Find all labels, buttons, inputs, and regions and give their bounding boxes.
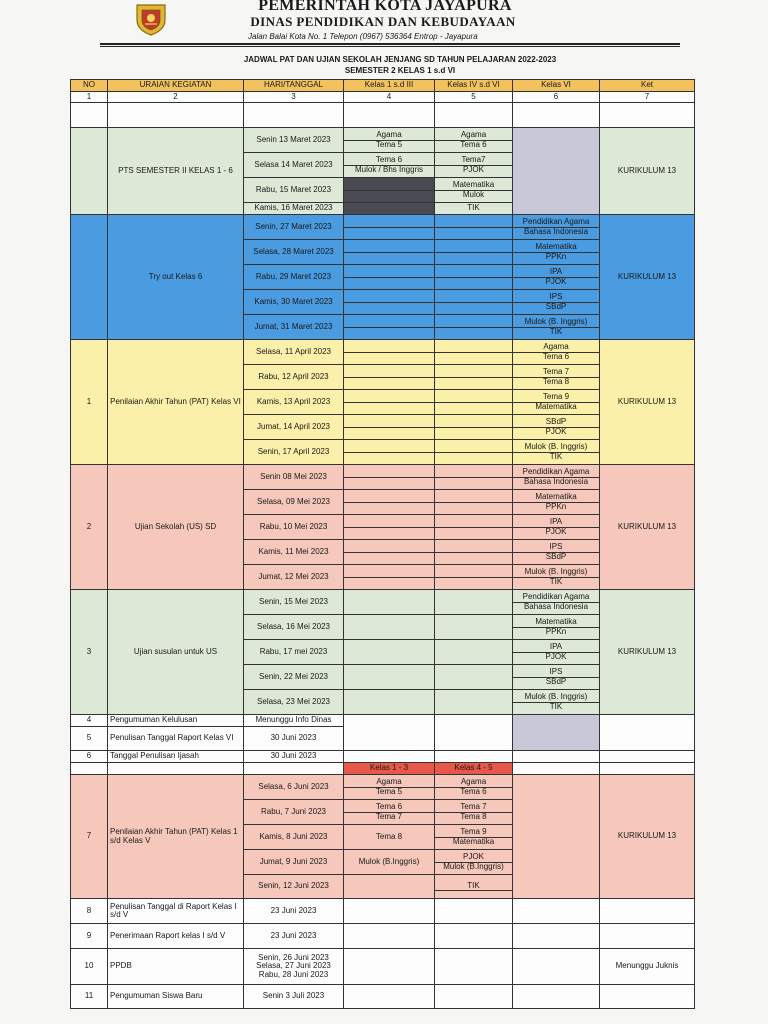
col-header-ket: Ket bbox=[600, 80, 695, 92]
kelas-6-cell bbox=[513, 240, 600, 265]
kelas-6-cell bbox=[513, 590, 600, 615]
date-cell: Kamis, 16 Maret 2023 bbox=[244, 203, 344, 215]
date-cell: Senin, 15 Mei 2023 bbox=[244, 590, 344, 615]
ket-cell: KURIKULUM 13 bbox=[600, 465, 695, 590]
subject: Mulok (B. Inggris) bbox=[513, 318, 599, 327]
subheader-kelas-1-3: Kelas 1 - 3 bbox=[344, 763, 435, 775]
table-row bbox=[71, 465, 695, 490]
subject: TIK bbox=[549, 701, 563, 711]
ket-cell: KURIKULUM 13 bbox=[600, 590, 695, 715]
kelas-1-3-cell bbox=[344, 800, 435, 825]
subject: PJOK bbox=[545, 526, 567, 536]
subject: Tema 9 bbox=[513, 393, 599, 402]
department-address: Jalan Balai Kota No. 1 Telepon (0967) 536364 Entrop - Jayapura bbox=[248, 32, 478, 41]
kelas-6-cell bbox=[513, 490, 600, 515]
kelas-1-3-cell bbox=[344, 775, 435, 800]
activity-label: Try out Kelas 6 bbox=[108, 215, 244, 340]
date-cell bbox=[244, 949, 344, 985]
subject: Mulok bbox=[462, 189, 485, 199]
row-number: 1 bbox=[71, 340, 108, 465]
kelas-6-cell bbox=[513, 390, 600, 415]
date-line: Senin, 26 Juni 2023 bbox=[258, 952, 329, 962]
table-header-row bbox=[71, 80, 695, 92]
kelas-6-cell bbox=[513, 265, 600, 290]
kelas-4-5-cell bbox=[435, 775, 513, 800]
date-cell: Kamis, 8 Juni 2023 bbox=[244, 825, 344, 850]
subject: PPKn bbox=[545, 501, 567, 511]
subject: Agama bbox=[435, 778, 512, 787]
table-row bbox=[71, 775, 695, 800]
subject: Tema 6 bbox=[344, 803, 434, 812]
subject: Agama bbox=[344, 778, 434, 787]
kelas-4-6-cell bbox=[435, 153, 513, 178]
activity-label: Penilaian Akhir Tahun (PAT) Kelas 1 s/d Kelas V bbox=[108, 775, 244, 899]
subject: Bahasa Indonesia bbox=[523, 226, 589, 236]
kelas-1-3-cell: Tema 8 bbox=[344, 825, 435, 850]
date-line: Rabu, 28 Juni 2023 bbox=[258, 969, 329, 979]
subject: Matematika bbox=[513, 618, 599, 627]
subject: Matematika bbox=[452, 836, 495, 846]
activity-label: PPDB bbox=[108, 949, 244, 985]
date-cell: Rabu, 10 Mei 2023 bbox=[244, 515, 344, 540]
col-number: 5 bbox=[435, 92, 513, 103]
date-cell: 23 Juni 2023 bbox=[244, 899, 344, 924]
kelas-6-cell bbox=[513, 440, 600, 465]
activity-label: Ujian susulan untuk US bbox=[108, 590, 244, 715]
row-number: 10 bbox=[71, 949, 108, 985]
row-number: 4 bbox=[71, 715, 108, 727]
subject: Tema 5 bbox=[375, 786, 403, 796]
activity-label: Pengumuman Siswa Baru bbox=[108, 985, 244, 1009]
row-number bbox=[71, 215, 108, 340]
table-row bbox=[71, 590, 695, 615]
kelas-6-cell bbox=[513, 540, 600, 565]
table-row bbox=[71, 949, 695, 985]
kelas-6-cell bbox=[513, 315, 600, 340]
kelas-6-cell bbox=[513, 565, 600, 590]
date-cell: Kamis, 30 Maret 2023 bbox=[244, 290, 344, 315]
col-header-kelas-1-3: Kelas 1 s.d III bbox=[344, 80, 435, 92]
government-name: PEMERINTAH KOTA JAYAPURA bbox=[258, 0, 512, 14]
subject: SBdP bbox=[545, 676, 567, 686]
date-cell: Jumat, 9 Juni 2023 bbox=[244, 850, 344, 875]
table-row bbox=[71, 128, 695, 153]
kelas-1-3-cell bbox=[344, 875, 435, 899]
date-cell: Selasa, 23 Mei 2023 bbox=[244, 690, 344, 715]
row-number: 11 bbox=[71, 985, 108, 1009]
col-header-kelas-6: Kelas VI bbox=[513, 80, 600, 92]
subject: Mulok (B. Inggris) bbox=[513, 568, 599, 577]
row-number: 3 bbox=[71, 590, 108, 715]
subject: IPS bbox=[513, 543, 599, 552]
kelas-6-cell bbox=[513, 290, 600, 315]
kelas-6-cell bbox=[513, 515, 600, 540]
date-cell: Selasa, 11 April 2023 bbox=[244, 340, 344, 365]
subject: Agama bbox=[344, 131, 434, 140]
col-number: 1 bbox=[71, 92, 108, 103]
subject: Pendidikan Agama bbox=[513, 468, 599, 477]
subject: Pendidikan Agama bbox=[513, 218, 599, 227]
subject: Tema 6 bbox=[460, 139, 487, 149]
activity-label: Tanggal Penulisan Ijasah bbox=[108, 751, 244, 763]
subject: IPS bbox=[513, 668, 599, 677]
subject: PJOK bbox=[463, 164, 484, 174]
row-number bbox=[71, 128, 108, 215]
col-header-date: HARI/TANGGAL bbox=[244, 80, 344, 92]
letterhead-rule bbox=[100, 43, 680, 45]
date-cell: 30 Juni 2023 bbox=[244, 727, 344, 751]
subject: SBdP bbox=[545, 301, 567, 311]
subject: PPKn bbox=[545, 251, 567, 261]
date-cell: Selasa, 28 Maret 2023 bbox=[244, 240, 344, 265]
kelas-1-3-cell bbox=[344, 153, 435, 178]
kelas-1-3-cell bbox=[344, 203, 435, 215]
kelas-6-cell bbox=[513, 215, 600, 240]
kelas-4-6-cell bbox=[435, 128, 513, 153]
subject: Tema 6 bbox=[542, 351, 570, 361]
date-cell: Senin 3 Juli 2023 bbox=[244, 985, 344, 1009]
subject: PJOK bbox=[435, 853, 512, 862]
date-cell: Kamis, 13 April 2023 bbox=[244, 390, 344, 415]
date-cell: Senin, 17 April 2023 bbox=[244, 440, 344, 465]
subject: TIK bbox=[435, 882, 512, 891]
subject: TIK bbox=[549, 326, 563, 336]
kelas-4-6-cell bbox=[435, 178, 513, 203]
kelas-1-3-cell bbox=[344, 178, 435, 203]
subheader-row bbox=[71, 763, 695, 775]
kelas-4-6-cell: TIK bbox=[435, 203, 513, 215]
row-number: 7 bbox=[71, 775, 108, 899]
activity-label: Ujian Sekolah (US) SD bbox=[108, 465, 244, 590]
date-cell: Rabu, 12 April 2023 bbox=[244, 365, 344, 390]
subject: Matematika bbox=[535, 401, 577, 411]
date-cell: Senin 13 Maret 2023 bbox=[244, 128, 344, 153]
date-cell: 23 Juni 2023 bbox=[244, 924, 344, 949]
table-row bbox=[71, 340, 695, 365]
activity-label: Penerimaan Raport kelas I s/d V bbox=[108, 924, 244, 949]
table-row bbox=[71, 899, 695, 924]
document-subtitle: SEMESTER 2 KELAS 1 s.d VI bbox=[344, 66, 456, 75]
subject: TIK bbox=[549, 576, 563, 586]
kelas-6-cell bbox=[513, 465, 600, 490]
subject: IPA bbox=[513, 518, 599, 527]
kelas-4-5-cell bbox=[435, 825, 513, 850]
subject: Tema 7 bbox=[375, 811, 403, 821]
subject: Matematika bbox=[435, 181, 512, 190]
table-row bbox=[71, 985, 695, 1009]
table-row bbox=[71, 751, 695, 763]
subject: Agama bbox=[513, 343, 599, 352]
subject: Matematika bbox=[513, 493, 599, 502]
jayapura-crest-icon bbox=[132, 2, 170, 36]
subject: Tema7 bbox=[435, 156, 512, 165]
subject: Bahasa Indonesia bbox=[523, 601, 589, 611]
col-number: 3 bbox=[244, 92, 344, 103]
kelas-6-cell bbox=[513, 690, 600, 715]
date-cell: Jumat, 14 April 2023 bbox=[244, 415, 344, 440]
subject: SBdP bbox=[545, 551, 567, 561]
subject: Mulok (B. Inggris) bbox=[513, 693, 599, 702]
kelas-4-5-cell bbox=[435, 800, 513, 825]
col-number: 4 bbox=[344, 92, 435, 103]
subject: Bahasa Indonesia bbox=[523, 476, 589, 486]
kelas-4-5-cell bbox=[435, 875, 513, 899]
kelas-6-cell bbox=[513, 415, 600, 440]
subject: PPKn bbox=[545, 626, 567, 636]
kelas-6-cell bbox=[513, 365, 600, 390]
subject: Matematika bbox=[513, 243, 599, 252]
letterhead-rule-thin bbox=[100, 46, 680, 47]
table-row bbox=[71, 715, 695, 727]
ket-cell: KURIKULUM 13 bbox=[600, 215, 695, 340]
date-cell: Senin, 12 Juni 2023 bbox=[244, 875, 344, 899]
department-name: DINAS PENDIDIKAN DAN KEBUDAYAAN bbox=[250, 14, 516, 29]
subject: Tema 8 bbox=[460, 811, 487, 821]
col-number: 7 bbox=[600, 92, 695, 103]
date-cell: Selasa, 16 Mei 2023 bbox=[244, 615, 344, 640]
col-header-kelas-4-6: Kelas IV s.d VI bbox=[435, 80, 513, 92]
subject: Tema 9 bbox=[435, 828, 512, 837]
kelas-1-3-cell: Mulok (B.Inggris) bbox=[344, 850, 435, 875]
date-line: Selasa, 27 Juni 2023 bbox=[256, 961, 331, 971]
subject: PJOK bbox=[545, 426, 567, 436]
subject: IPS bbox=[513, 293, 599, 302]
kelas-1-3-cell bbox=[344, 128, 435, 153]
date-cell: Menunggu Info Dinas bbox=[244, 715, 344, 727]
table-row bbox=[71, 924, 695, 949]
kelas-6-cell bbox=[513, 640, 600, 665]
activity-label: Penilaian Akhir Tahun (PAT) Kelas VI bbox=[108, 340, 244, 465]
subject: Pendidikan Agama bbox=[513, 593, 599, 602]
date-cell: Rabu, 17 mei 2023 bbox=[244, 640, 344, 665]
subject: TIK bbox=[549, 451, 563, 461]
col-number: 6 bbox=[513, 92, 600, 103]
table-row bbox=[71, 215, 695, 240]
kelas-6-cell bbox=[513, 128, 600, 215]
column-number-row bbox=[71, 92, 695, 103]
schedule-table bbox=[70, 79, 695, 1009]
col-header-no: NO bbox=[71, 80, 108, 92]
date-cell: Jumat, 12 Mei 2023 bbox=[244, 565, 344, 590]
document-title: JADWAL PAT DAN UJIAN SEKOLAH JENJANG SD TAHUN PELAJARAN 2022-2023 bbox=[243, 55, 557, 64]
date-cell: Selasa 14 Maret 2023 bbox=[244, 153, 344, 178]
activity-label: Penulisan Tanggal Raport Kelas VI bbox=[108, 727, 244, 751]
subject: Tema 5 bbox=[375, 139, 403, 149]
ket-cell: KURIKULUM 13 bbox=[600, 340, 695, 465]
date-cell: Rabu, 29 Maret 2023 bbox=[244, 265, 344, 290]
subject: Tema 6 bbox=[344, 156, 434, 165]
ket-cell: KURIKULUM 13 bbox=[600, 128, 695, 215]
date-cell: Jumat, 31 Maret 2023 bbox=[244, 315, 344, 340]
activity-label: PTS SEMESTER II KELAS 1 - 6 bbox=[108, 128, 244, 215]
subject: Tema 6 bbox=[460, 786, 487, 796]
date-cell: Kamis, 11 Mei 2023 bbox=[244, 540, 344, 565]
subject: SBdP bbox=[513, 418, 599, 427]
subject: IPA bbox=[513, 643, 599, 652]
ket-cell: KURIKULUM 13 bbox=[600, 775, 695, 899]
date-cell: Selasa, 6 Juni 2023 bbox=[244, 775, 344, 800]
subject: Agama bbox=[435, 131, 512, 140]
row-number: 8 bbox=[71, 899, 108, 924]
subheader-kelas-4-5: Kelas 4 - 5 bbox=[435, 763, 513, 775]
kelas-4-5-cell bbox=[435, 850, 513, 875]
date-cell: Senin, 22 Mei 2023 bbox=[244, 665, 344, 690]
date-cell: 30 Juni 2023 bbox=[244, 751, 344, 763]
ket-cell: Menunggu Juknis bbox=[600, 949, 695, 985]
kelas-6-cell bbox=[513, 340, 600, 365]
subject: Mulok / Bhs Inggris bbox=[354, 164, 424, 174]
row-number: 2 bbox=[71, 465, 108, 590]
activity-label: Pengumuman Kelulusan bbox=[108, 715, 244, 727]
date-cell: Selasa, 09 Mei 2023 bbox=[244, 490, 344, 515]
row-number: 9 bbox=[71, 924, 108, 949]
subject: Mulok (B.Inggris) bbox=[443, 861, 504, 871]
date-cell: Rabu, 7 Juni 2023 bbox=[244, 800, 344, 825]
date-cell: Rabu, 15 Maret 2023 bbox=[244, 178, 344, 203]
subject: PJOK bbox=[545, 276, 567, 286]
subject: Mulok (B. Inggris) bbox=[513, 443, 599, 452]
subject: Tema 7 bbox=[513, 368, 599, 377]
col-header-activity: URAIAN KEGIATAN bbox=[108, 80, 244, 92]
spacer-row bbox=[71, 103, 695, 128]
subject: IPA bbox=[513, 268, 599, 277]
row-number: 6 bbox=[71, 751, 108, 763]
col-number: 2 bbox=[108, 92, 244, 103]
kelas-6-cell bbox=[513, 665, 600, 690]
subject: Tema 8 bbox=[542, 376, 570, 386]
subject: Tema 7 bbox=[435, 803, 512, 812]
activity-label: Penulisan Tanggal di Raport Kelas I s/d V bbox=[108, 899, 244, 924]
date-cell: Senin, 27 Maret 2023 bbox=[244, 215, 344, 240]
date-cell: Senin 08 Mei 2023 bbox=[244, 465, 344, 490]
kelas-6-cell bbox=[513, 615, 600, 640]
subject: PJOK bbox=[545, 651, 567, 661]
row-number: 5 bbox=[71, 727, 108, 751]
